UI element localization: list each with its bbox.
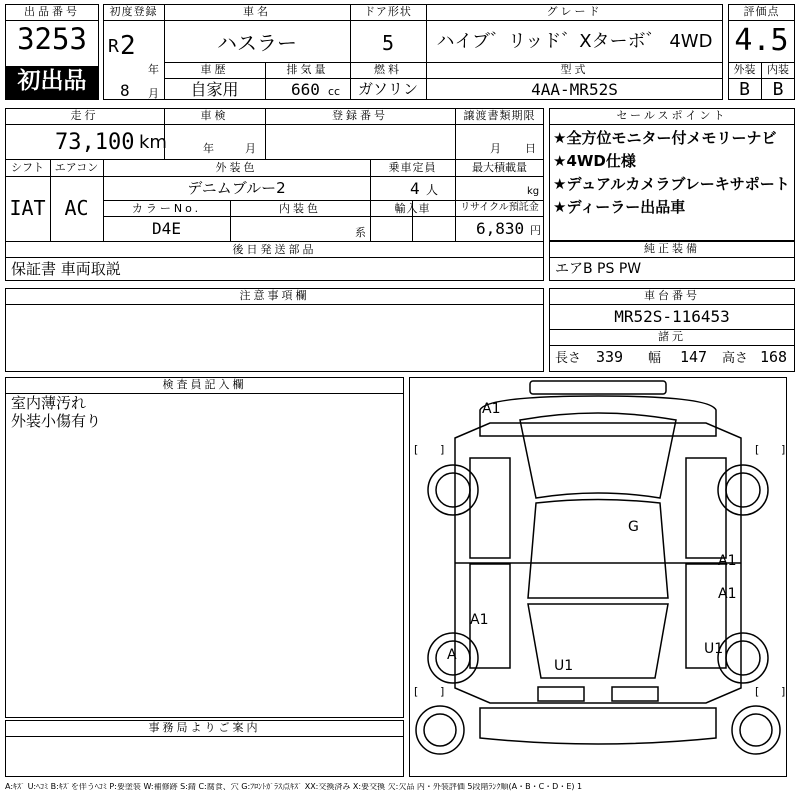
- doors: 5: [381, 31, 395, 55]
- damage-mark-left-rear-wheel: A: [447, 647, 457, 663]
- km-unit: km: [139, 132, 167, 153]
- int-grade-label: 内装: [767, 63, 789, 76]
- transfer-month-unit: 月: [490, 142, 501, 155]
- width-value: 147: [680, 348, 708, 366]
- score: 4.5: [734, 23, 789, 58]
- model-label: 型式: [560, 63, 589, 76]
- damage-mark-windshield: G: [628, 519, 639, 535]
- car-outline-svg: [410, 378, 786, 776]
- lot-number: 3253: [17, 22, 87, 56]
- damage-mark-rear-glass: U1: [554, 658, 574, 674]
- ext-color: デニムブルー2: [187, 179, 286, 197]
- door-label: ドア形状: [364, 5, 412, 18]
- notes-label: 注意事項欄: [239, 289, 310, 302]
- sales-point-1: ★全方位モニター付メモリーナビ: [553, 129, 777, 147]
- sales-point-4: ★ディーラー出品車: [553, 198, 686, 216]
- later-parts-label: 後日発送部品: [232, 243, 317, 256]
- grade: ハイブ゛リッド゛Xターボ゛ 4WD: [436, 31, 713, 52]
- displacement: 660: [291, 80, 320, 99]
- bracket-left-1: [: [414, 443, 419, 456]
- width-label: 幅: [648, 351, 662, 366]
- chassis-label: 車台番号: [644, 289, 700, 302]
- damage-mark-front: A1: [482, 401, 501, 417]
- car-damage-diagram: [409, 377, 787, 777]
- displacement-label: 排気量: [286, 63, 329, 76]
- car-name-label: 車名: [243, 5, 271, 18]
- damage-mark-right-rear-door: A1: [718, 586, 737, 602]
- max-load-label: 最大積載量: [472, 161, 527, 174]
- ac: AC: [64, 196, 89, 220]
- ext-color-label: 外装色: [215, 161, 258, 174]
- seats-label: 乗車定員: [388, 161, 437, 174]
- month-unit: 月: [148, 87, 159, 100]
- seats: 4: [410, 179, 420, 198]
- bracket-right-1: ]: [440, 443, 445, 456]
- office-label: 事務局よりご案内: [148, 721, 261, 734]
- history-label: 車歴: [200, 63, 229, 76]
- color-no: D4E: [152, 219, 181, 238]
- transfer-day-unit: 日: [525, 142, 536, 155]
- bracket-right-2: ]: [781, 443, 786, 456]
- score-label: 評価点: [743, 5, 780, 18]
- length-label: 長さ: [555, 351, 582, 366]
- chassis-number: MR52S-116453: [614, 307, 730, 326]
- insp-year-unit: 年: [203, 142, 214, 155]
- shift: IAT: [9, 196, 46, 220]
- height-value: 168: [760, 348, 788, 366]
- first-reg-label: 初度登録: [109, 5, 158, 18]
- shift-label: シフト: [11, 161, 44, 174]
- plate-label: 登録番号: [332, 109, 388, 122]
- inspector-label: 検査員記入欄: [162, 378, 247, 391]
- yen-unit: 円: [530, 224, 541, 237]
- int-color-suffix: 系: [355, 226, 366, 239]
- height-label: 高さ: [722, 351, 749, 366]
- lot-label: 出品番号: [24, 5, 80, 18]
- damage-mark-right-rear-quarter: U1: [704, 641, 724, 657]
- equipment-label: 純正装備: [644, 242, 700, 255]
- sales-label: セールスポイント: [616, 109, 728, 122]
- inspector-line-2: 外装小傷有り: [11, 412, 102, 430]
- mileage-label: 走行: [70, 109, 99, 122]
- color-no-label: カラーNo.: [131, 202, 202, 215]
- reg-month: 8: [120, 81, 130, 100]
- insp-month-unit: 月: [245, 142, 256, 155]
- bracket-left-4: [: [755, 685, 760, 698]
- int-color-label: 内装色: [279, 202, 321, 215]
- bracket-left-3: [: [414, 685, 419, 698]
- fuel-label: 燃料: [374, 63, 402, 76]
- transfer-label: 譲渡書類期限: [463, 109, 536, 122]
- model: 4AA-MR52S: [531, 80, 618, 99]
- ext-grade-label: 外装: [733, 63, 756, 76]
- inspector-line-1: 室内薄汚れ: [11, 394, 87, 412]
- history: 自家用: [190, 80, 239, 99]
- ac-label: エアコン: [54, 161, 99, 174]
- bracket-left-2: [: [755, 443, 760, 456]
- era: R: [108, 36, 119, 57]
- kg-unit: kg: [527, 186, 540, 197]
- mileage: 73,100: [55, 130, 135, 155]
- reg-year: 2: [120, 31, 136, 61]
- recycle: 6,830: [476, 219, 525, 238]
- seats-unit: 人: [426, 183, 439, 197]
- sales-point-2: ★4WD仕様: [553, 152, 636, 170]
- fuel: ガソリン: [357, 80, 418, 98]
- bracket-right-3: ]: [440, 685, 445, 698]
- bracket-right-4: ]: [781, 685, 786, 698]
- cc-unit: cc: [328, 85, 341, 98]
- damage-mark-left-rear-door: A1: [470, 612, 489, 628]
- inspection-label: 車検: [200, 109, 229, 122]
- damage-legend: A:ｷｽﾞ U:ﾍｺﾐ B:ｷｽﾞを伴うﾍｺﾐ P:要塗装 W:補修跡 S:錆 C:腐食、穴 G:ﾌﾛﾝﾄｶﾞﾗｽ点ｷｽﾞ XX:交換済み X:要交換 欠:欠品 内・外装評価 5段階ﾗﾝｸ順(A・B・C・D・E) 1: [5, 783, 583, 791]
- grade-label: グレード: [546, 5, 603, 18]
- specs-label: 諸元: [658, 330, 686, 343]
- car-name: ハスラー: [217, 31, 297, 55]
- recycle-label: リサイクル預託金: [460, 202, 539, 213]
- damage-mark-right-front-door: A1: [718, 553, 737, 569]
- year-unit: 年: [148, 63, 159, 76]
- ext-grade: B: [739, 79, 750, 100]
- later-parts: 保証書 車両取説: [11, 260, 121, 278]
- first-listing-text: 初出品: [17, 68, 87, 94]
- length-value: 339: [596, 348, 624, 366]
- int-grade: B: [772, 79, 784, 100]
- sales-point-3: ★デュアルカメラブレーキサポート: [553, 175, 790, 193]
- import-label: 輸入車: [394, 202, 431, 215]
- equipment-value: エアB PS PW: [555, 261, 642, 277]
